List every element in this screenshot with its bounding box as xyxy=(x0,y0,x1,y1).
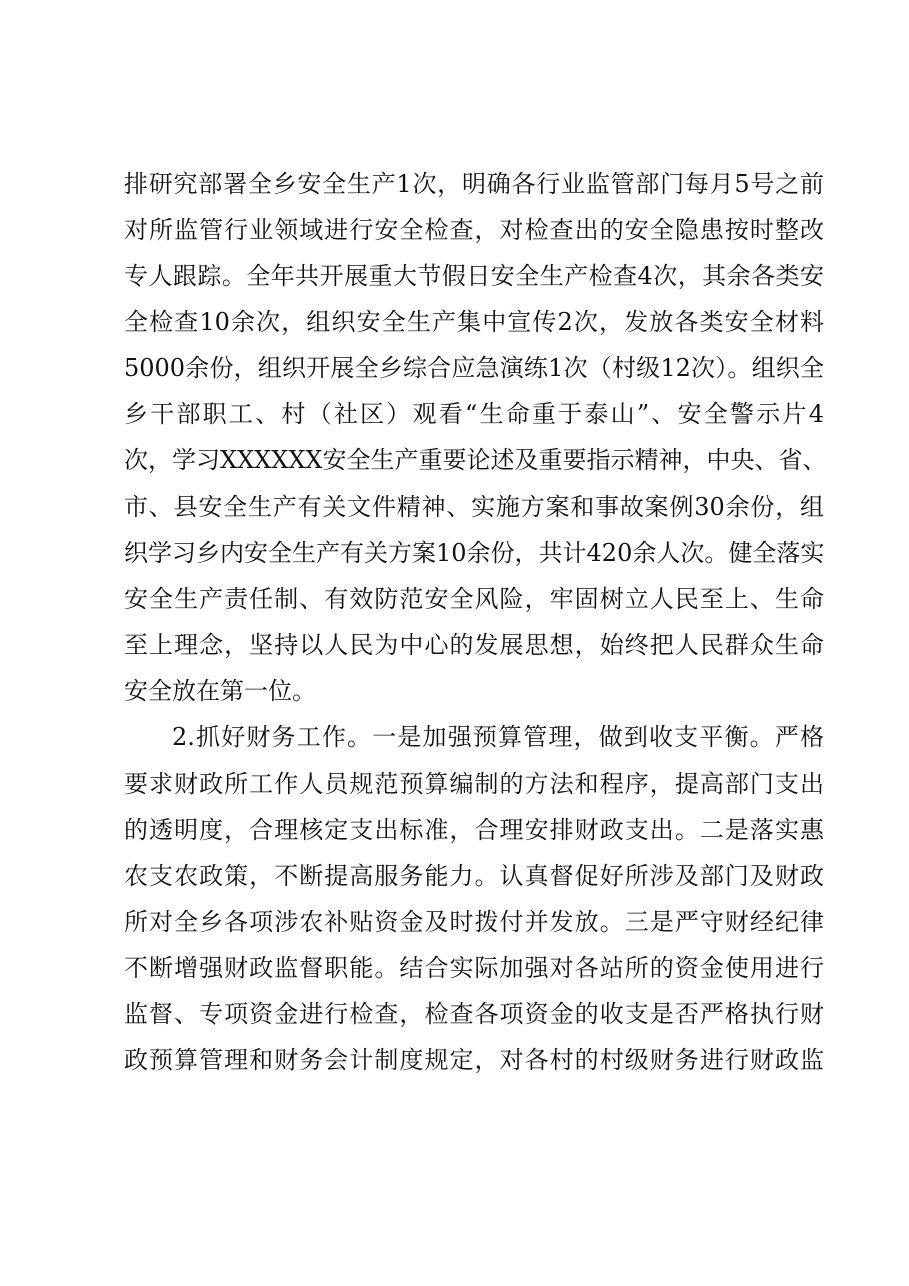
text-line: 监督、专项资金进行检查，检查各项资金的收支是否严格执行财 xyxy=(124,1000,824,1028)
text-line: 农支农政策，不断提高服务能力。认真督促好所涉及部门及财政 xyxy=(124,862,824,890)
text-line: 要求财政所工作人员规范预算编制的方法和程序，提高部门支出 xyxy=(124,770,824,798)
text-line: 排研究部署全乡安全生产1次，明确各行业监管部门每月5号之前 xyxy=(124,170,824,198)
text-line: 织学习乡内安全生产有关方案10余份，共计420余人次。健全落实 xyxy=(124,539,825,567)
text-line: 5000余份，组织开展全乡综合应急演练1次（村级12次）。组织全 xyxy=(124,354,824,382)
text-line: 所对全乡各项涉农补贴资金及时拨付并发放。三是严守财经纪律 xyxy=(124,908,824,936)
text-line: 安全生产责任制、有效防范安全风险，牢固树立人民至上、生命 xyxy=(124,585,824,613)
text-line: 对所监管行业领域进行安全检查，对检查出的安全隐患按时整改 xyxy=(124,216,824,244)
text-line: 次，学习XXXXXX安全生产重要论述及重要指示精神，中央、省、 xyxy=(124,446,827,474)
text-line: 专人跟踪。全年共开展重大节假日安全生产检查4次，其余各类安 xyxy=(124,262,824,290)
text-line: 市、县安全生产有关文件精神、实施方案和事故案例30余份，组 xyxy=(124,493,824,521)
text-line: 安全放在第一位。 xyxy=(124,677,316,705)
text-line: 乡干部职工、村（社区）观看“生命重于泰山”、安全警示片4 xyxy=(124,400,824,428)
text-line: 的透明度，合理核定支出标准，合理安排财政支出。二是落实惠 xyxy=(124,816,824,844)
paragraph-heading-line: 2.抓好财务工作。一是加强预算管理，做到收支平衡。严格 xyxy=(172,723,824,751)
text-line: 政预算管理和财务会计制度规定，对各村的村级财务进行财政监 xyxy=(124,1046,824,1074)
text-line: 至上理念，坚持以人民为中心的发展思想，始终把人民群众生命 xyxy=(124,631,824,659)
text-line: 全检查10余次，组织安全生产集中宣传2次，发放各类安全材料 xyxy=(124,308,824,336)
text-line: 不断增强财政监督职能。结合实际加强对各站所的资金使用进行 xyxy=(124,954,824,982)
